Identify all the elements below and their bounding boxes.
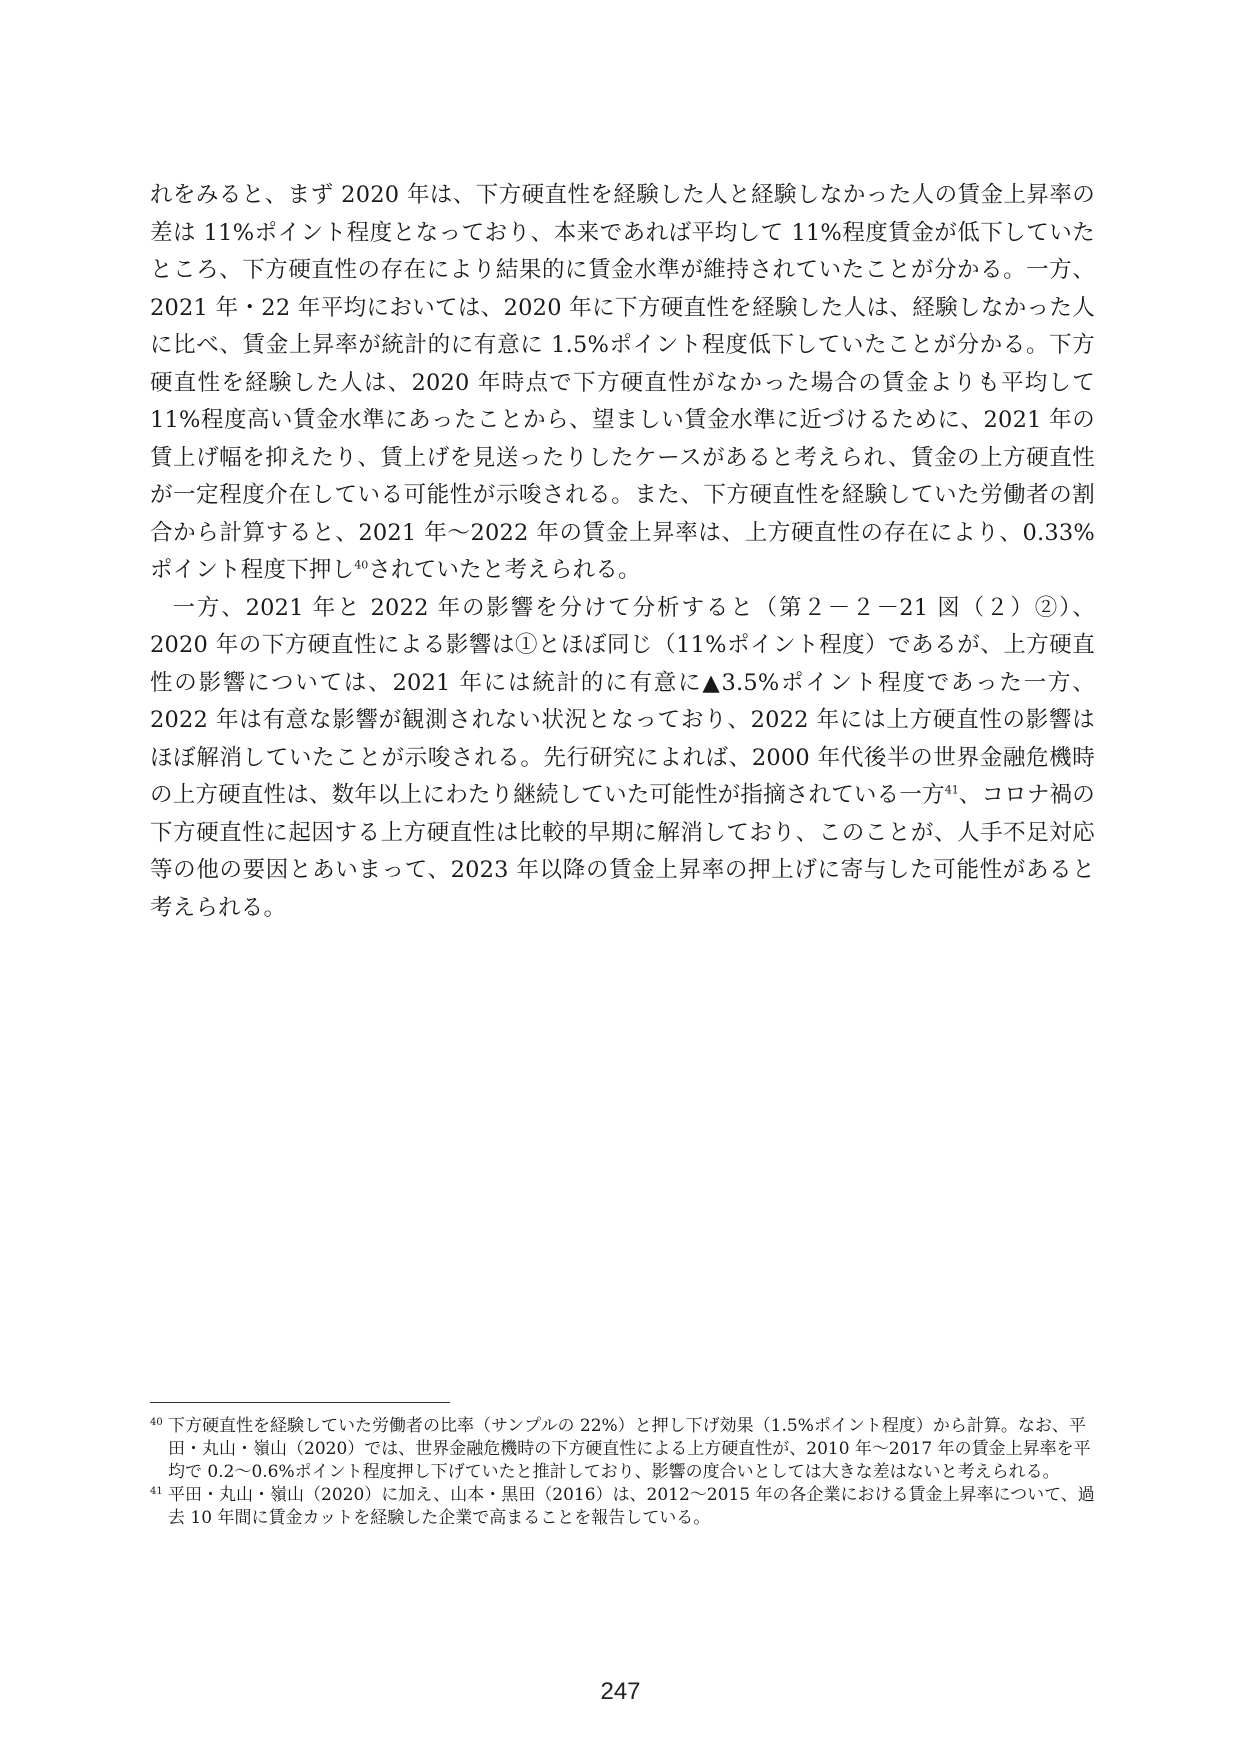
body-text [150,177,1095,927]
footnote-separator [150,1402,450,1403]
footnote-40 [150,1415,1095,1484]
footnotes [150,1415,1095,1530]
paragraph-1-text-a: れをみると、まず 2020 年は、下方硬直性を経験した人と経験しなかった人の賃金上昇率の差は 11%ポイント程度となっており、本来であれば平均して 11%程度賃金が低下していたところ、下方硬直性の存在により結果的に賃金水準が維持されていたことが分かる。一方、2021 年・22 年平均においては、2020 年に下方硬直性を経験した人は、経験しなかった人に比べ、賃金上昇率が統計的に有意に 1.5%ポイント程度低下していたことが分かる。下方硬直性を経験した人は、2020 年時点で下方硬直性がなかった場合の賃金よりも平均して 11%程度高い賃金水準にあったことから、望ましい賃金水準に近づけるために、2021 年の賃上げ幅を抑えたり、賃上げを見送ったりしたケースがあると考えられ、賃金の上方硬直性が一定程度介在している可能性が示唆される。また、下方硬直性を経験していた労働者の割合から計算すると、2021 年～2022 年の賃金上昇率は、上方硬直性の存在により、0.33%ポイント程度下押し [150,182,1095,583]
paragraph-2 [150,590,1095,928]
footnote-ref-40[interactable]: 40 [354,558,369,572]
footnote-41 [150,1484,1095,1530]
footnote-text: 下方硬直性を経験していた労働者の比率（サンプルの 22%）と押し下げ効果（1.5%ポイント程度）から計算。なお、平田・丸山・嶺山（2020）では、世界金融危機時の下方硬直性による上方硬直性が、2010 年～2017 年の賃金上昇率を平均で 0.2～0.6%ポイント程度押し下げていたと推計しており、影響の度合いとしては大きな差はないと考えられる。 [168,1416,1091,1482]
paragraph-1 [150,177,1095,590]
paragraph-1-text-b: されていたと考えられる。 [368,557,641,583]
page-number: 247 [600,1678,641,1705]
paragraph-2-text-a: 一方、2021 年と 2022 年の影響を分けて分析すると（第２－２－21 図（２）②）、2020 年の下方硬直性による影響は①とほぼ同じ（11%ポイント程度）であるが、上方硬直性の影響については、2021 年には統計的に有意に▲3.5%ポイント程度であった一方、2022 年は有意な影響が観測されない状況となっており、2022 年には上方硬直性の影響はほぼ解消していたことが示唆される。先行研究によれば、2000 年代後半の世界金融危機時の上方硬直性は、数年以上にわたり継続していた可能性が指摘されている一方 [150,594,1095,808]
paragraph-2-text-b: 、コロナ禍の下方硬直性に起因する上方硬直性は比較的早期に解消しており、このことが、人手不足対応等の他の要因とあいまって、2023 年以降の賃金上昇率の押上げに寄与した可能性があると考えられる。 [150,782,1095,921]
footnote-number: 40 [150,1417,163,1428]
footnote-ref-41[interactable]: 41 [944,783,959,797]
footnote-text: 平田・丸山・嶺山（2020）に加え、山本・黒田（2016）は、2012～2015 年の各企業における賃金上昇率について、過去 10 年間に賃金カットを経験した企業で高まることを報告している。 [168,1485,1095,1528]
footnote-number: 41 [150,1486,163,1497]
